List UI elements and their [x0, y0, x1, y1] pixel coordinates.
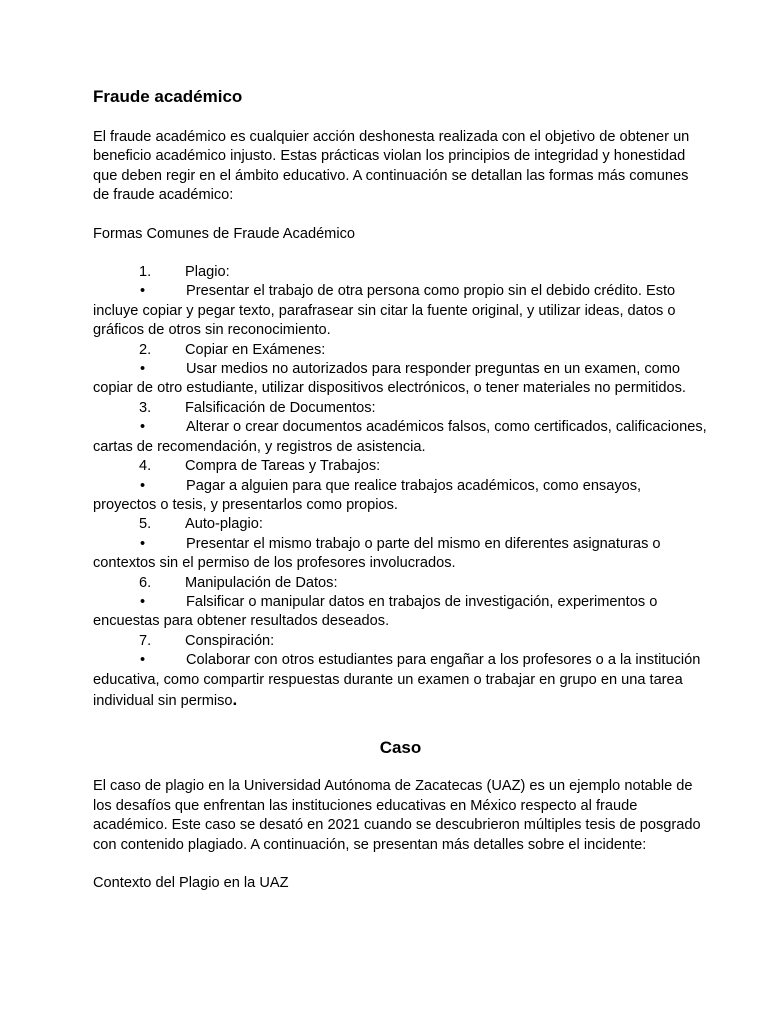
list-item-heading [93, 515, 708, 534]
list-item [93, 632, 708, 712]
list-item-heading [93, 457, 708, 476]
case-title: Caso [379, 738, 422, 758]
list-item [93, 515, 708, 573]
forms-list [93, 263, 708, 711]
case-intro-paragraph: El caso de plagio en la Universidad Autónoma de Zacatecas (UAZ) es un ejemplo notable de los desafíos que enfrentan las instituciones educativas en México respecto al fraude académico. Este caso se desató en 2021 cuando se descubrieron múltiples tesis de posgrado con contenido plagiado. A continuación, se presentan más detalles sobre el incidente: [93, 778, 701, 853]
list-item-name: Manipulación de Datos: [185, 574, 338, 591]
list-item-name: Conspiración: [185, 632, 275, 649]
list-item-number: 1. [139, 264, 152, 281]
list-item-heading [93, 341, 708, 360]
list-item-heading [93, 399, 708, 418]
bullet-icon: • [140, 652, 146, 669]
list-item-name: Auto-plagio: [185, 516, 263, 533]
bullet-icon: • [140, 477, 146, 494]
list-item-name: Falsificación de Documentos: [185, 399, 376, 416]
list-item-description-text: Presentar el trabajo de otra persona como propio sin el debido crédito. Esto incluye copiar y pegar texto, parafrasear sin citar la fuente original, y utilizar ideas, datos o gráficos de otros sin reconocimiento. [93, 283, 676, 339]
list-item-name: Copiar en Exámenes: [185, 341, 326, 358]
list-item-description-text: Colaborar con otros estudiantes para engañar a los profesores o a la institución educativa, como compartir respuestas durante un examen o trabajar en grupo en una tarea individual sin permiso [93, 652, 701, 709]
list-item [93, 263, 708, 341]
intro-paragraph: El fraude académico es cualquier acción deshonesta realizada con el objetivo de obtener un beneficio académico injusto. Estas prácticas violan los principios de integridad y honestidad que deben regir en el ámbito educativo. A continuación se detallan las formas más comunes de fraude académico: [93, 129, 690, 204]
bullet-icon: • [140, 535, 146, 552]
document-title: Fraude académico [93, 87, 243, 106]
list-item-number: 5. [139, 516, 152, 533]
list-item-number: 3. [139, 399, 152, 416]
list-item [93, 574, 708, 632]
list-item-description-text: Usar medios no autorizados para responder preguntas en un examen, como copiar de otro estudiante, utilizar dispositivos electrónicos, o tener materiales no permitidos. [93, 361, 686, 397]
list-item-name: Plagio: [185, 264, 230, 281]
list-item-description [93, 535, 708, 574]
list-item-description [93, 282, 708, 340]
closing-period: . [232, 689, 238, 709]
list-item-heading [93, 574, 708, 593]
bullet-icon: • [140, 361, 146, 378]
list-item-number: 4. [139, 458, 152, 475]
bullet-icon: • [140, 419, 146, 436]
list-item-heading [93, 632, 708, 651]
list-item-description [93, 651, 708, 711]
bullet-icon: • [140, 283, 146, 300]
list-item-heading [93, 263, 708, 282]
list-item-name: Compra de Tareas y Trabajos: [185, 458, 381, 475]
list-item [93, 341, 708, 399]
list-item-description [93, 360, 708, 399]
forms-heading: Formas Comunes de Fraude Académico [93, 225, 355, 242]
list-item-description-text: Presentar el mismo trabajo o parte del mismo en diferentes asignaturas o contextos sin el permiso de los profesores involucrados. [93, 535, 661, 572]
list-item-description [93, 477, 708, 516]
list-item-description-text: Pagar a alguien para que realice trabajos académicos, como ensayos, proyectos o tesis, y presentarlos como propios. [93, 477, 642, 513]
list-item-number: 2. [139, 341, 152, 358]
list-item-number: 6. [139, 574, 152, 591]
list-item [93, 399, 708, 457]
bullet-icon: • [140, 593, 146, 610]
context-heading: Contexto del Plagio en la UAZ [93, 875, 289, 891]
list-item-description-text: Alterar o crear documentos académicos falsos, como certificados, calificaciones, cartas de recomendación, y registros de asistencia. [93, 419, 707, 455]
list-item [93, 457, 708, 515]
list-item-number: 7. [139, 632, 152, 649]
list-item-description [93, 418, 708, 457]
list-item-description [93, 593, 708, 632]
list-item-description-text: Falsificar o manipular datos en trabajos de investigación, experimentos o encuestas para obtener resultados deseados. [93, 593, 658, 630]
